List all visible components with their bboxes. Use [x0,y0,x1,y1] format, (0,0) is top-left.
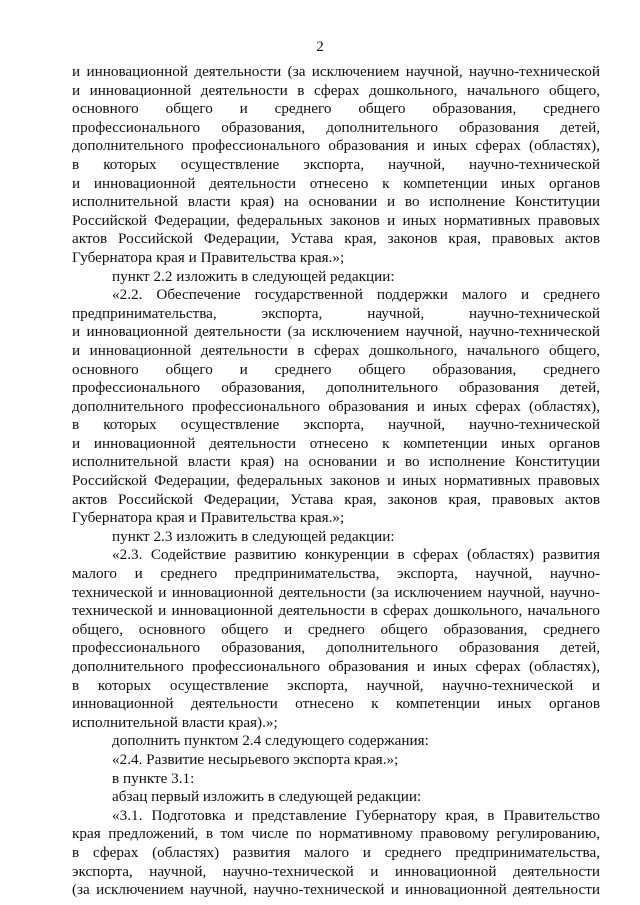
text-line: «2.4. Развитие несырьевого экспорта края.»; [112,750,399,768]
text-line: Губернатора края и Правительства края.»; [72,248,345,266]
text-line: и инновационной деятельности (за исключением научной, научно-технической [72,63,600,80]
text-line: и инновационной деятельности в сферах дошкольного, начального общего, [72,81,600,99]
text-line: «2.3. Содействие развитию конкуренции в сферах (областях) развития [112,546,600,564]
text-line: основного общего и среднего общего образования, среднего [72,360,600,378]
text-line: и инновационной деятельности отнесено к компетенции иных органов [72,434,600,452]
document-body [72,63,600,900]
text-line: исполнительной власти края) на основании и во исполнение Конституции [72,193,600,211]
text-line: исполнительной власти края).»; [72,713,278,731]
text-line: и инновационной деятельности (за исключением научной, научно-технической [72,323,600,341]
text-line: в сферах (областях) развития малого и среднего предпринимательства, [72,843,600,861]
text-line: и инновационной деятельности отнесено к компетенции иных органов [72,174,600,192]
text-line: в которых осуществление экспорта, научной, научно-технической [72,416,600,434]
text-line: абзац первый изложить в следующей редакции: [112,788,422,806]
text-line: дополнительного профессионального образования и иных сферах (областях), [72,658,600,675]
text-line: и инновационной деятельности в сферах дошкольного, начального общего, [72,341,600,359]
text-line: «3.1. Подготовка и представление Губернатору края, в Правительство [112,806,600,824]
page-number: 2 [316,39,324,55]
text-line: общего, основного общего и среднего общего образования, среднего [72,620,600,638]
text-line: в пункте 3.1: [112,769,195,787]
text-line: в которых осуществление экспорта, научной, научно-технической [72,155,600,173]
text-line: дополнить пунктом 2.4 следующего содержания: [112,732,429,750]
text-line: предпринимательства, экспорта, научной, научно-технической [72,304,600,322]
text-line: «2.2. Обеспечение государственной поддержки малого и среднего [112,286,600,304]
text-line: экспорта, научной, научно-технической и инновационной деятельности [72,862,600,880]
text-line: Российской Федерации, федеральных законов и иных нормативных правовых [72,211,600,229]
text-line: технической и инновационной деятельности (за исключением научной, научно- [72,583,600,601]
text-line: Губернатора края и Правительства края.»; [72,509,345,527]
text-line: актов Российской Федерации, Устава края, законов края, правовых актов [72,230,600,248]
text-line: основного общего и среднего общего образования, среднего [72,100,600,118]
text-line: Российской Федерации, федеральных законов и иных нормативных правовых [72,472,600,490]
text-line: профессионального образования, дополнительного образования детей, [72,639,600,657]
text-line: исполнительной власти края) на основании и во исполнение Конституции [72,453,600,471]
text-line: дополнительного профессионального образования и иных сферах (областях), [72,397,600,415]
text-line: инновационной деятельности отнесено к компетенции иных органов [72,695,600,713]
text-line: технической и инновационной деятельности в сферах дошкольного, начального [72,602,600,620]
text-line: пункт 2.3 изложить в следующей редакции: [112,527,395,545]
text-line: актов Российской Федерации, Устава края, законов края, правовых актов [72,490,600,508]
text-line: малого и среднего предпринимательства, экспорта, научной, научно- [72,565,600,583]
text-line: (за исключением научной, научно-технической и инновационной деятельности [72,881,600,899]
text-line: пункт 2.2 изложить в следующей редакции: [112,267,395,285]
text-line: края предложений, в том числе по нормативному правовому регулированию, [72,825,600,843]
text-line: дополнительного профессионального образования и иных сферах (областях), [72,137,600,155]
text-line: профессионального образования, дополнительного образования детей, [72,118,600,136]
text-line: профессионального образования, дополнительного образования детей, [72,379,600,397]
text-line: в которых осуществление экспорта, научной, научно-технической и [72,676,600,694]
